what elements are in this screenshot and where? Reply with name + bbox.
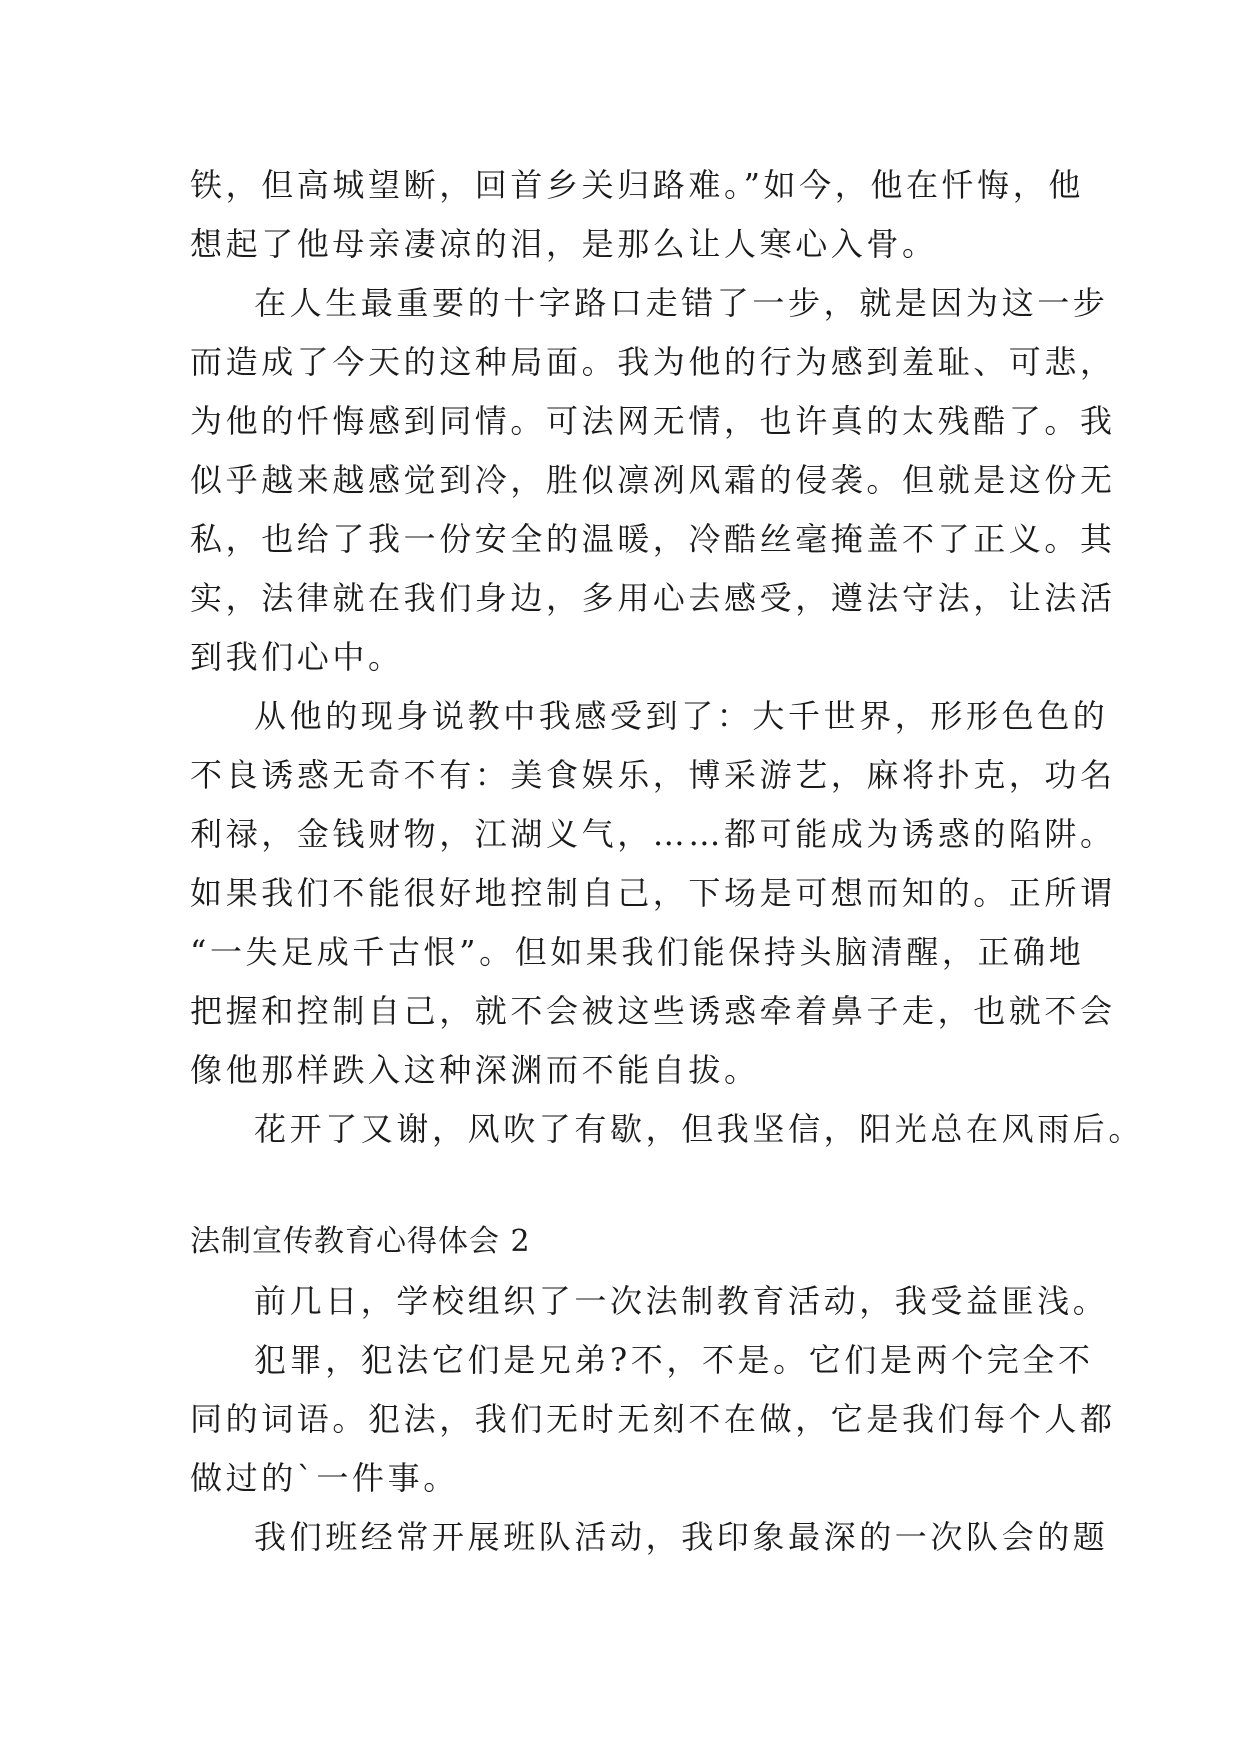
text-line: “一失足成千古恨”。但如果我们能保持头脑清醒，正确地	[190, 933, 1085, 971]
text-line: 而造成了今天的这种局面。我为他的行为感到羞耻、可悲，	[190, 343, 1116, 381]
text-line: 我们班经常开展班队活动，我印象最深的一次队会的题	[254, 1518, 1109, 1556]
text-line: 似乎越来越感觉到冷，胜似凛冽风霜的侵袭。但就是这份无	[190, 461, 1116, 499]
text-line: 不良诱惑无奇不有：美食娱乐，博采游艺，麻将扑克，功名	[190, 756, 1116, 794]
text-line: 做过的`一件事。	[190, 1459, 459, 1497]
text-line: 把握和控制自己，就不会被这些诱惑牵着鼻子走，也就不会	[190, 992, 1116, 1030]
text-line: 到我们心中。	[190, 638, 404, 676]
text-line: 为他的忏悔感到同情。可法网无情，也许真的太残酷了。我	[190, 402, 1116, 440]
text-line: 在人生最重要的十字路口走错了一步，就是因为这一步	[254, 284, 1109, 322]
section-title: 法制宣传教育心得体会 2	[190, 1224, 531, 1259]
text-line: 利禄，金钱财物，江湖义气，……都可能成为诱惑的陷阱。	[190, 815, 1116, 853]
text-line: 实，法律就在我们身边，多用心去感受，遵法守法，让法活	[190, 579, 1116, 617]
text-line: 同的词语。犯法，我们无时无刻不在做，它是我们每个人都	[190, 1400, 1116, 1438]
text-line: 如果我们不能很好地控制自己，下场是可想而知的。正所谓	[190, 874, 1116, 912]
text-line: 私，也给了我一份安全的温暖，冷酷丝毫掩盖不了正义。其	[190, 520, 1116, 558]
text-line: 花开了又谢，风吹了有歇，但我坚信，阳光总在风雨后。	[254, 1110, 1145, 1148]
text-line: 铁，但高城望断，回首乡关归路难。”如今，他在忏悔，他	[190, 166, 1084, 204]
text-line: 像他那样跌入这种深渊而不能自拔。	[190, 1051, 760, 1089]
text-line: 从他的现身说教中我感受到了：大千世界，形形色色的	[254, 697, 1109, 735]
text-line: 犯罪，犯法它们是兄弟?不，不是。它们是两个完全不	[254, 1341, 1094, 1379]
text-line: 想起了他母亲凄凉的泪，是那么让人寒心入骨。	[190, 225, 938, 263]
text-line: 前几日，学校组织了一次法制教育活动，我受益匪浅。	[254, 1282, 1109, 1320]
